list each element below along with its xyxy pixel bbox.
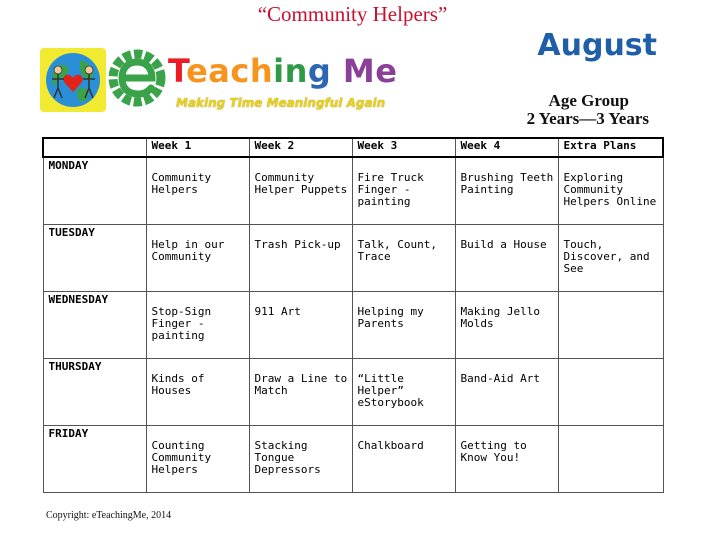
activity-cell: Trash Pick-up xyxy=(249,224,352,291)
brand-letter: g xyxy=(307,52,343,90)
page-title: “Community Helpers” xyxy=(257,2,448,26)
table-row xyxy=(43,358,663,425)
brand-letter: in xyxy=(273,52,308,90)
activity-cell: Community Helper Puppets xyxy=(249,157,352,224)
activity-cell: Fire Truck Finger -painting xyxy=(352,157,455,224)
day-label: WEDNESDAY xyxy=(43,291,146,358)
activity-cell: Help in our Community xyxy=(146,224,249,291)
activity-cell: Touch, Discover, and See xyxy=(558,224,663,291)
activity-cell: “Little Helper” eStorybook xyxy=(352,358,455,425)
activity-cell: Draw a Line to Match xyxy=(249,358,352,425)
activity-cell xyxy=(558,425,663,492)
globe-kids-icon xyxy=(40,48,106,112)
header-cell: Week 1 xyxy=(146,138,249,157)
activity-cell: Chalkboard xyxy=(352,425,455,492)
day-label: MONDAY xyxy=(43,157,146,224)
age-group-value: 2 Years—3 Years xyxy=(526,109,649,128)
table-row xyxy=(43,291,663,358)
activity-cell: Getting to Know You! xyxy=(455,425,558,492)
table-row xyxy=(43,224,663,291)
table-row xyxy=(43,425,663,492)
activity-cell: Counting Community Helpers xyxy=(146,425,249,492)
e-gear-icon xyxy=(108,46,166,108)
activity-cell: 911 Art xyxy=(249,291,352,358)
header-cell: Extra Plans xyxy=(558,138,663,157)
activity-cell: Build a House xyxy=(455,224,558,291)
brand-tagline: Making Time Meaningful Again xyxy=(176,96,386,110)
brand-logo xyxy=(40,46,400,116)
activity-cell: Stop-Sign Finger -painting xyxy=(146,291,249,358)
activity-cell: Kinds of Houses xyxy=(146,358,249,425)
lesson-plan-table xyxy=(42,137,664,493)
activity-cell: Community Helpers xyxy=(146,157,249,224)
month-label: August xyxy=(537,28,657,63)
activity-cell: Exploring Community Helpers Online xyxy=(558,157,663,224)
copyright-text: Copyright: eTeachingMe, 2014 xyxy=(46,510,172,521)
header-cell: Week 2 xyxy=(249,138,352,157)
activity-cell: Band-Aid Art xyxy=(455,358,558,425)
activity-cell: Brushing Teeth Painting xyxy=(455,157,558,224)
activity-cell xyxy=(558,358,663,425)
day-label: THURSDAY xyxy=(43,358,146,425)
day-label: FRIDAY xyxy=(43,425,146,492)
activity-cell: Talk, Count, Trace xyxy=(352,224,455,291)
age-group-label: Age Group xyxy=(548,91,629,110)
brand-letter: each xyxy=(186,52,274,90)
header-cell xyxy=(43,138,146,157)
table-header-row xyxy=(43,138,663,157)
brand-letter: T xyxy=(168,52,187,90)
activity-cell: Helping my Parents xyxy=(352,291,455,358)
header-cell: Week 3 xyxy=(352,138,455,157)
brand-letter: Me xyxy=(342,52,398,90)
activity-cell: Making Jello Molds xyxy=(455,291,558,358)
activity-cell: Stacking Tongue Depressors xyxy=(249,425,352,492)
brand-wordmark xyxy=(168,52,397,90)
table-row xyxy=(43,157,663,224)
day-label: TUESDAY xyxy=(43,224,146,291)
header-cell: Week 4 xyxy=(455,138,558,157)
activity-cell xyxy=(558,291,663,358)
